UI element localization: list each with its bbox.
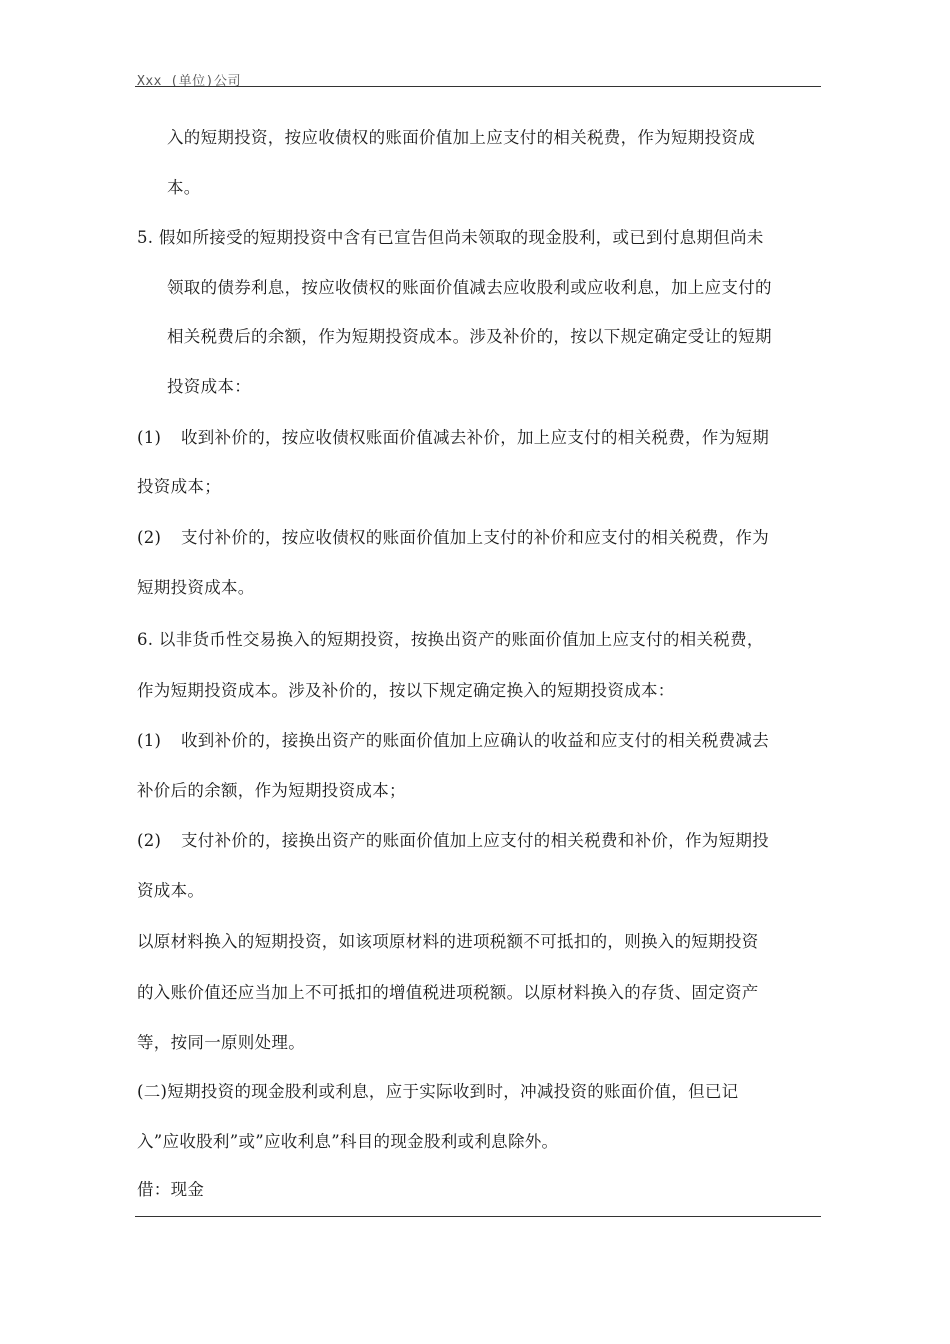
header-rule <box>135 86 821 87</box>
text-line: 入的短期投资，按应收债权的账面价值加上应支付的相关税费，作为短期投资成 <box>167 128 755 147</box>
list-item <box>137 524 769 548</box>
item-text: 支付补价的，接换出资产的账面价值加上应支付的相关税费和补价，作为短期投 <box>181 831 769 850</box>
text-line: 相关税费后的余额，作为短期投资成本。涉及补价的，按以下规定确定受让的短期 <box>167 327 772 346</box>
item-text: 收到补价的，接换出资产的账面价值加上应确认的收益和应支付的相关税费减去 <box>181 731 769 750</box>
text-line: 等，按同一原则处理。 <box>137 1033 305 1052</box>
text-line: 作为短期投资成本。涉及补价的，按以下规定确定换入的短期投资成本： <box>137 681 675 700</box>
text-line: 入”应收股利”或”应收利息”科目的现金股利或利息除外。 <box>137 1132 559 1151</box>
list-item <box>137 727 769 751</box>
text-line: 投资成本； <box>137 477 221 496</box>
item-marker: (1) <box>137 731 162 750</box>
text-line: 短期投资成本。 <box>137 578 255 597</box>
text-line: 补价后的余额，作为短期投资成本； <box>137 781 406 800</box>
text-line: 投资成本： <box>167 377 251 396</box>
item-marker: (2) <box>137 528 162 547</box>
item-marker: (2) <box>137 831 162 850</box>
item-text: 收到补价的，按应收债权账面价值减去补价，加上应支付的相关税费，作为短期 <box>181 428 769 447</box>
text-line: 5. 假如所接受的短期投资中含有已宣告但尚未领取的现金股利，或已到付息期但尚未 <box>137 228 764 247</box>
footer-rule <box>135 1216 821 1217</box>
item-marker: (1) <box>137 428 162 447</box>
text-line: 资成本。 <box>137 881 205 900</box>
text-line: 6. 以非货币性交易换入的短期投资，按换出资产的账面价值加上应支付的相关税费， <box>137 630 764 649</box>
text-line: 本。 <box>167 178 201 197</box>
text-line: 借：现金 <box>137 1180 205 1199</box>
text-line: (二)短期投资的现金股利或利息，应于实际收到时，冲减投资的账面价值，但已记 <box>137 1082 739 1101</box>
list-item <box>137 827 769 851</box>
text-line: 以原材料换入的短期投资，如该项原材料的进项税额不可抵扣的，则换入的短期投资 <box>137 932 759 951</box>
text-line: 的入账价值还应当加上不可抵扣的增值税进项税额。以原材料换入的存货、固定资产 <box>137 983 759 1002</box>
item-text: 支付补价的，按应收债权的账面价值加上支付的补价和应支付的相关税费，作为 <box>181 528 769 547</box>
list-item <box>137 424 769 448</box>
page-header: Xxx (单位)公司 <box>137 74 241 89</box>
text-line: 领取的债券利息，按应收债权的账面价值减去应收股利或应收利息，加上应支付的 <box>167 278 772 297</box>
